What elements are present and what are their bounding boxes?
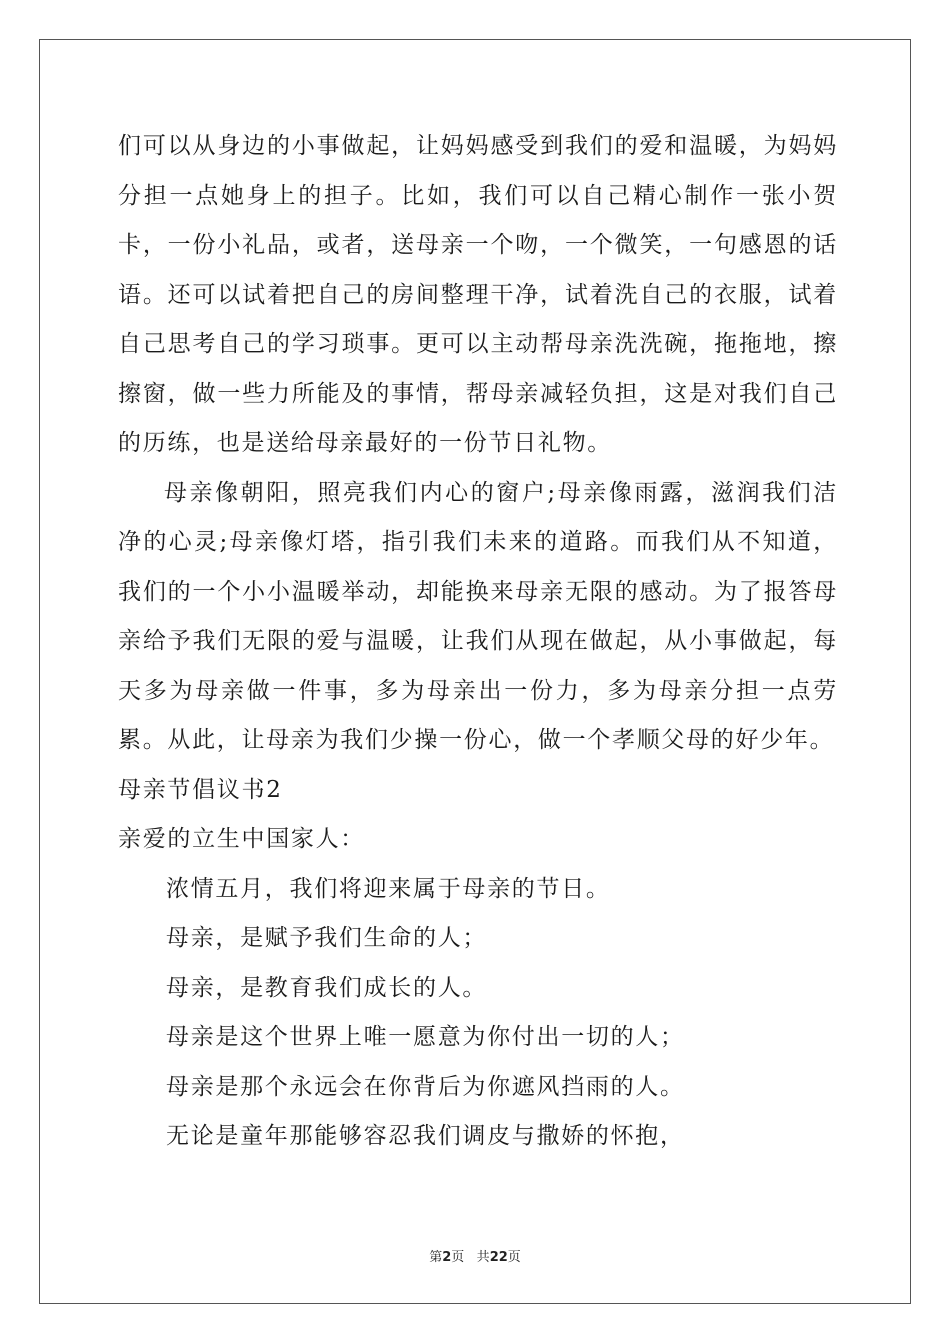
page-footer: [0, 1246, 950, 1265]
total-pages: 22: [489, 1250, 508, 1265]
section-heading: 母亲节倡议书2: [118, 776, 283, 803]
total-prefix: 共: [476, 1250, 490, 1265]
text-line: 无论是童年那能够容忍我们调皮与撒娇的怀抱，: [166, 1123, 685, 1149]
total-suffix: 页: [507, 1250, 521, 1265]
page-prefix: 第: [429, 1250, 443, 1265]
paragraph-1: 们可以从身边的小事做起，让妈妈感受到我们的爱和温暖，为妈妈分担一点她身上的担子。比如，我们可以自己精心制作一张小贺卡，一份小礼品，或者，送母亲一个吻，一个微笑，一句感恩的话语。还可以试着把自己的房间整理干净，试着洗自己的衣服，试着自己思考自己的学习琐事。更可以主动帮母亲洗洗碗，拖拖地，擦擦窗，做一些力所能及的事情，帮母亲减轻负担，这是对我们自己的历练，也是送给母亲最好的一份节日礼物。: [118, 133, 838, 456]
text-line: 母亲，是赋予我们生命的人；: [166, 925, 488, 951]
document-body: [118, 122, 838, 1162]
paragraph-2: 母亲像朝阳，照亮我们内心的窗户;母亲像雨露，滋润我们洁净的心灵;母亲像灯塔，指引我们未来的道路。而我们从不知道，我们的一个小小温暖举动，却能换来母亲无限的感动。为了报答母亲给予我们无限的爱与温暖，让我们从现在做起，从小事做起，每天多为母亲做一件事，多为母亲出一份力，多为母亲分担一点劳累。从此，让母亲为我们少操一份心，做一个孝顺父母的好少年。: [118, 479, 838, 753]
text-line: 母亲是那个永远会在你背后为你遮风挡雨的人。: [166, 1073, 685, 1100]
page-suffix: 页: [451, 1250, 465, 1265]
salutation: 亲爱的立生中国家人：: [118, 826, 365, 852]
page-number: 2: [442, 1250, 452, 1265]
text-line: 母亲是这个世界上唯一愿意为你付出一切的人；: [166, 1024, 685, 1050]
text-line: 母亲，是教育我们成长的人。: [166, 974, 488, 1001]
text-line: 浓情五月，我们将迎来属于母亲的节日。: [166, 875, 611, 902]
